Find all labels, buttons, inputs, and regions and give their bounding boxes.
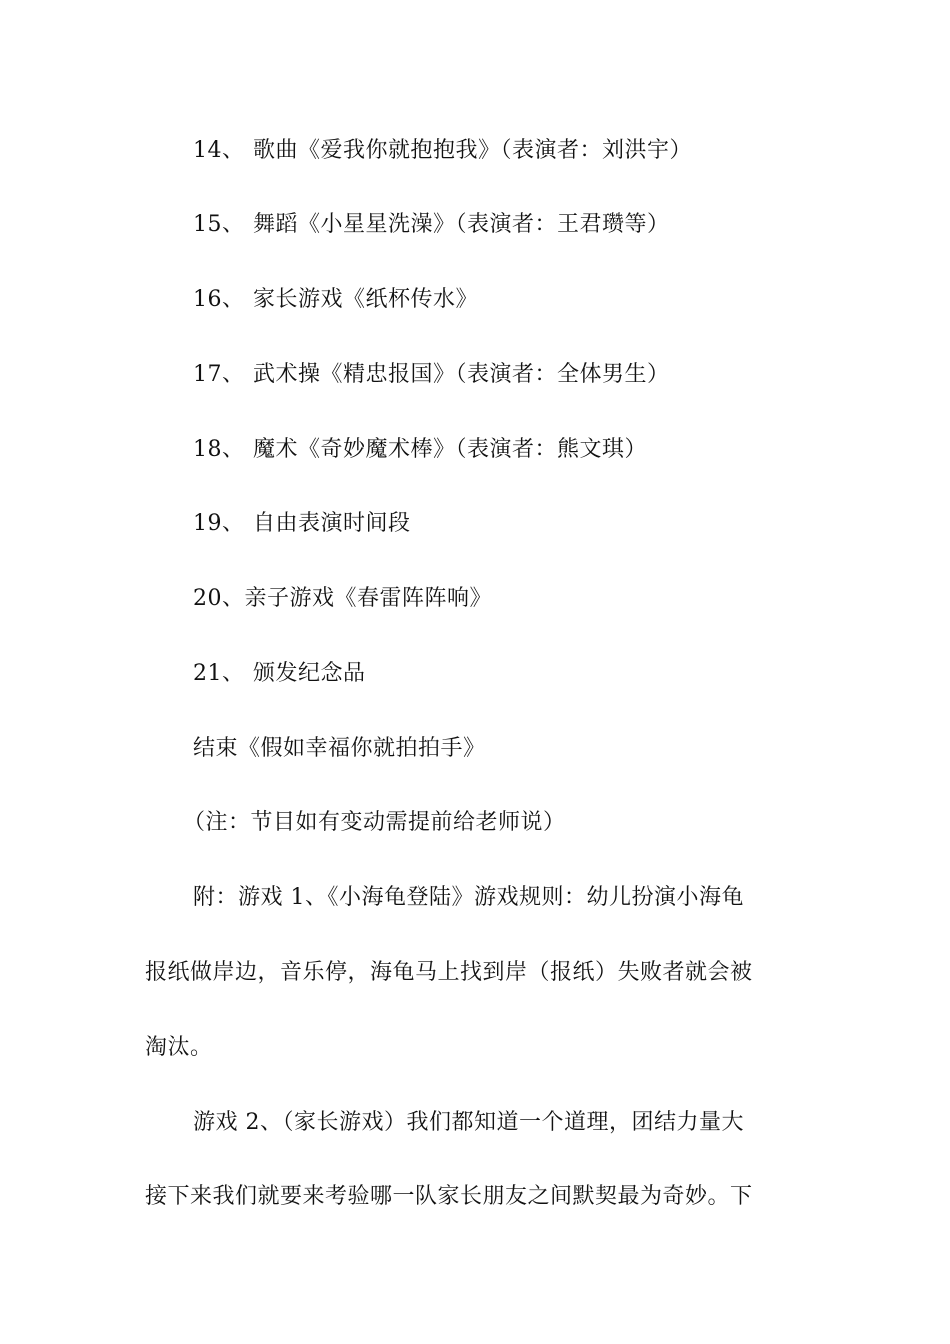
program-item-20 [193,584,492,614]
program-item-18 [193,435,647,465]
item-number: 16、 [193,287,245,312]
item-number: 21、 [193,661,245,686]
item-text: 魔术《奇妙魔术棒》（表演者：熊文琪） [253,437,648,462]
item-text: 武术操《精忠报国》（表演者：全体男生） [253,362,670,387]
item-number: 20、 [193,586,245,611]
item-number: 19、 [193,511,245,536]
item-number: 18、 [193,437,245,462]
program-item-16 [193,285,478,315]
appendix-game1-line2: 报纸做岸边，音乐停，海龟马上找到岸（报纸）失败者就会被 [145,960,753,985]
appendix-game2-line1: 游戏 2、（家长游戏）我们都知道一个道理，团结力量大 [193,1110,744,1135]
item-text: 歌曲《爱我你就抱抱我》（表演者：刘洪宇） [253,138,693,163]
closing-line: 结束《假如幸福你就拍拍手》 [193,736,486,761]
appendix-game1-line3: 淘汰。 [145,1035,213,1060]
program-item-14 [193,136,692,166]
item-text: 自由表演时间段 [253,511,411,536]
note-line: （注：节目如有变动需提前给老师说） [183,810,566,835]
program-item-17 [193,360,670,390]
item-number: 14、 [193,138,245,163]
appendix-game2-line2: 接下来我们就要来考验哪一队家长朋友之间默契最为奇妙。下 [145,1184,753,1209]
item-number: 17、 [193,362,245,387]
item-text: 亲子游戏《春雷阵阵响》 [244,586,493,611]
item-text: 家长游戏《纸杯传水》 [253,287,479,312]
item-text: 颁发纪念品 [253,661,366,686]
item-number: 15、 [193,212,245,237]
appendix-game1-line1: 附：游戏 1、《小海龟登陆》游戏规则：幼儿扮演小海龟 [193,885,744,910]
program-item-21 [193,659,366,689]
program-item-19 [193,509,411,539]
program-item-15 [193,210,670,240]
item-text: 舞蹈《小星星洗澡》（表演者：王君瓒等） [253,212,670,237]
